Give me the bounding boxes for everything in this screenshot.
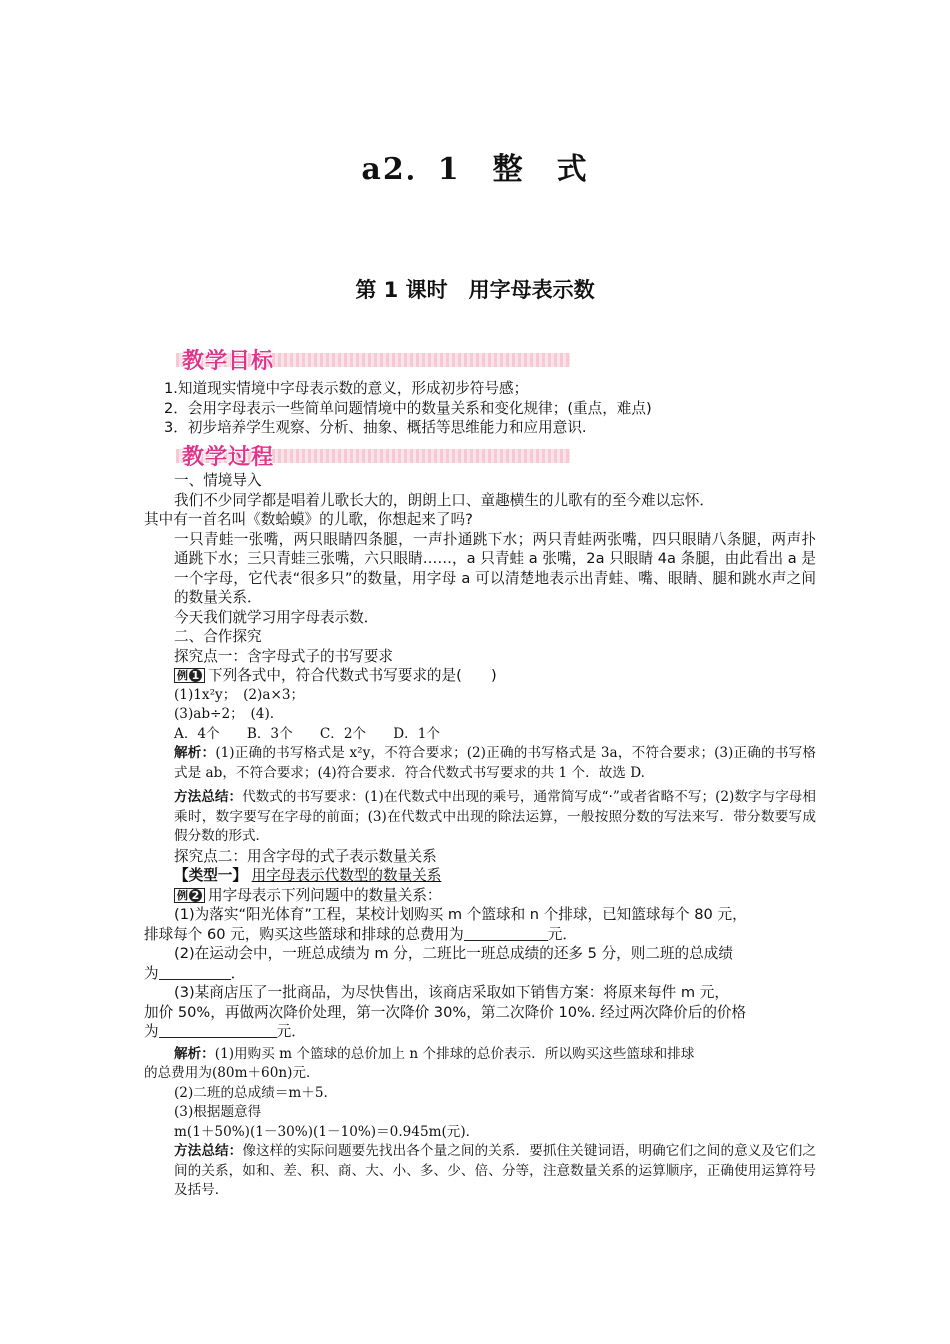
type-text: 用字母表示代数型的数量关系 xyxy=(251,867,442,884)
example-number: 1 xyxy=(189,669,202,682)
example-number: 2 xyxy=(189,889,202,902)
analysis-line: (3)根据题意得 xyxy=(174,1104,262,1120)
analysis-label: 解析： xyxy=(174,745,216,761)
answer-blank xyxy=(159,1023,277,1038)
example-badge-label: 例 xyxy=(177,888,188,902)
question-text: 为 xyxy=(144,964,159,982)
section-heading: 一、情境导入 xyxy=(174,472,262,489)
method-text: 代数式的书写要求：(1)在代数式中出现的乘号，通常简写成“·”或者省略不写；(2)数字与字母相乘时，数字要写在字母的前面；(3)在代数式中出现的除法运算，一般按照分数的写法来写．带分数要写成假分数的形式． xyxy=(174,789,817,844)
answer-blank xyxy=(159,965,231,980)
example-badge-label: 例 xyxy=(177,669,188,682)
method-text: 像这样的实际问题要先找出各个量之间的关系．要抓住关键词语，明确它们之间的意义及它们之间的关系，如和、差、积、商、大、小、多、少、倍、分等，注意数量关系的运算顺序，正确使用运算符号及括号． xyxy=(174,1143,817,1198)
analysis-text: (1)用购买 m 个篮球的总价加上 n 个排球的总价表示．所以购买这些篮球和排球 xyxy=(214,1045,695,1062)
objectives-banner xyxy=(176,344,570,374)
analysis-line: 的总费用为(80m＋60n)元． xyxy=(144,1065,320,1081)
question-text: 为 xyxy=(144,1023,159,1040)
question: 加价 50%，再做两次降价处理，第一次降价 30%，第二次降价 10%. 经过两次降价后的价格 xyxy=(144,1003,747,1021)
example-items: (1)1x²y； (2)a×3； xyxy=(174,686,305,703)
analysis-text: (1)正确的书写格式是 x²y，不符合要求；(2)正确的书写格式是 3a，不符合要求；(3)正确的书写格式是 ab，不符合要求；(4)符合要求．符合代数式书写要求的共 1 个．故选 D. xyxy=(174,745,816,781)
subsection-heading: 探究点一：含字母式子的书写要求 xyxy=(174,647,393,665)
method-summary xyxy=(144,1142,816,1201)
analysis xyxy=(144,1045,816,1065)
example-text: 用字母表示下列问题中的数量关系： xyxy=(208,886,442,904)
analysis-label: 解析： xyxy=(174,1045,215,1062)
analysis-line: m(1＋50%)(1－30%)(1－10%)＝0.945m(元)． xyxy=(174,1123,480,1140)
process-content xyxy=(144,471,816,1201)
question xyxy=(144,964,816,984)
objectives-list xyxy=(144,379,816,438)
type-heading xyxy=(144,866,816,886)
example-badge xyxy=(174,668,205,683)
question xyxy=(144,925,816,945)
objectives-banner-label: 教学目标 xyxy=(182,349,275,374)
question: (1)为落实“阳光体育”工程，某校计划购买 m 个篮球和 n 个排球，已知篮球每个 80 元， xyxy=(174,906,747,923)
method-label: 方法总结： xyxy=(174,789,243,805)
paragraph: 我们不少同学都是唱着儿歌长大的，朗朗上口、童趣横生的儿歌有的至今难以忘怀． xyxy=(174,491,714,509)
question: (2)在运动会中，一班总成绩为 m 分，二班比一班总成绩的还多 5 分，则二班的总成绩 xyxy=(174,945,733,962)
lesson-subtitle: 第 1 课时 用字母表示数 xyxy=(355,278,595,302)
process-banner-label: 教学过程 xyxy=(182,445,275,470)
question-text: ． xyxy=(230,964,246,982)
objective-item: 1.知道现实情境中字母表示数的意义，形成初步符号感； xyxy=(164,380,529,397)
subsection-heading: 探究点二：用含字母的式子表示数量关系 xyxy=(174,847,437,865)
example-2 xyxy=(144,886,816,906)
type-tag: 【类型一】 xyxy=(174,867,247,884)
analysis xyxy=(144,744,816,783)
process-banner xyxy=(176,440,570,470)
example-badge xyxy=(174,888,205,903)
answer-blank xyxy=(464,926,548,941)
example-1 xyxy=(144,666,816,686)
objective-item: 2．会用字母表示一些简单问题情境中的数量关系和变化规律；(重点，难点) xyxy=(164,399,652,417)
paragraph: 一只青蛙一张嘴，两只眼睛四条腿，一声扑通跳下水；两只青蛙两张嘴，四只眼睛八条腿，两声扑通跳下水；三只青蛙三张嘴，六只眼睛……，a 只青蛙 a 张嘴，2a 只眼睛 4a 条腿，由此看出 a 是一个字母，它代表“很多只”的数量，用字母 a 可以清楚地表示出青蛙、嘴、眼睛、腿和跳水声之间的数量关系． xyxy=(174,530,816,606)
section-heading: 二、合作探究 xyxy=(174,628,262,645)
method-label: 方法总结： xyxy=(174,1143,243,1159)
question-text: 元． xyxy=(547,925,577,943)
question xyxy=(144,1022,816,1042)
question-text: 排球每个 60 元，购买这些篮球和排球的总费用为 xyxy=(144,925,464,943)
question-text: 元． xyxy=(276,1023,306,1040)
section-title: a2．1 整 式 xyxy=(361,152,589,187)
analysis-line: (2)二班的总成绩＝m＋5. xyxy=(174,1084,328,1101)
example-choices: A．4个 B．3个 C．2个 D．1个 xyxy=(174,725,441,742)
objective-item: 3．初步培养学生观察、分析、抽象、概括等思维能力和应用意识. xyxy=(164,419,587,436)
question: (3)某商店压了一批商品，为尽快售出，该商店采取如下销售方案：将原来每件 m 元， xyxy=(174,984,729,1001)
example-items: (3)ab÷2； (4). xyxy=(174,706,275,722)
paragraph: 今天我们就学习用字母表示数． xyxy=(174,608,379,626)
example-text: 下列各式中，符合代数式书写要求的是( ) xyxy=(208,667,497,684)
method-summary xyxy=(144,788,816,847)
paragraph: 其中有一首名叫《数蛤蟆》的儿歌，你想起来了吗? xyxy=(144,511,473,528)
